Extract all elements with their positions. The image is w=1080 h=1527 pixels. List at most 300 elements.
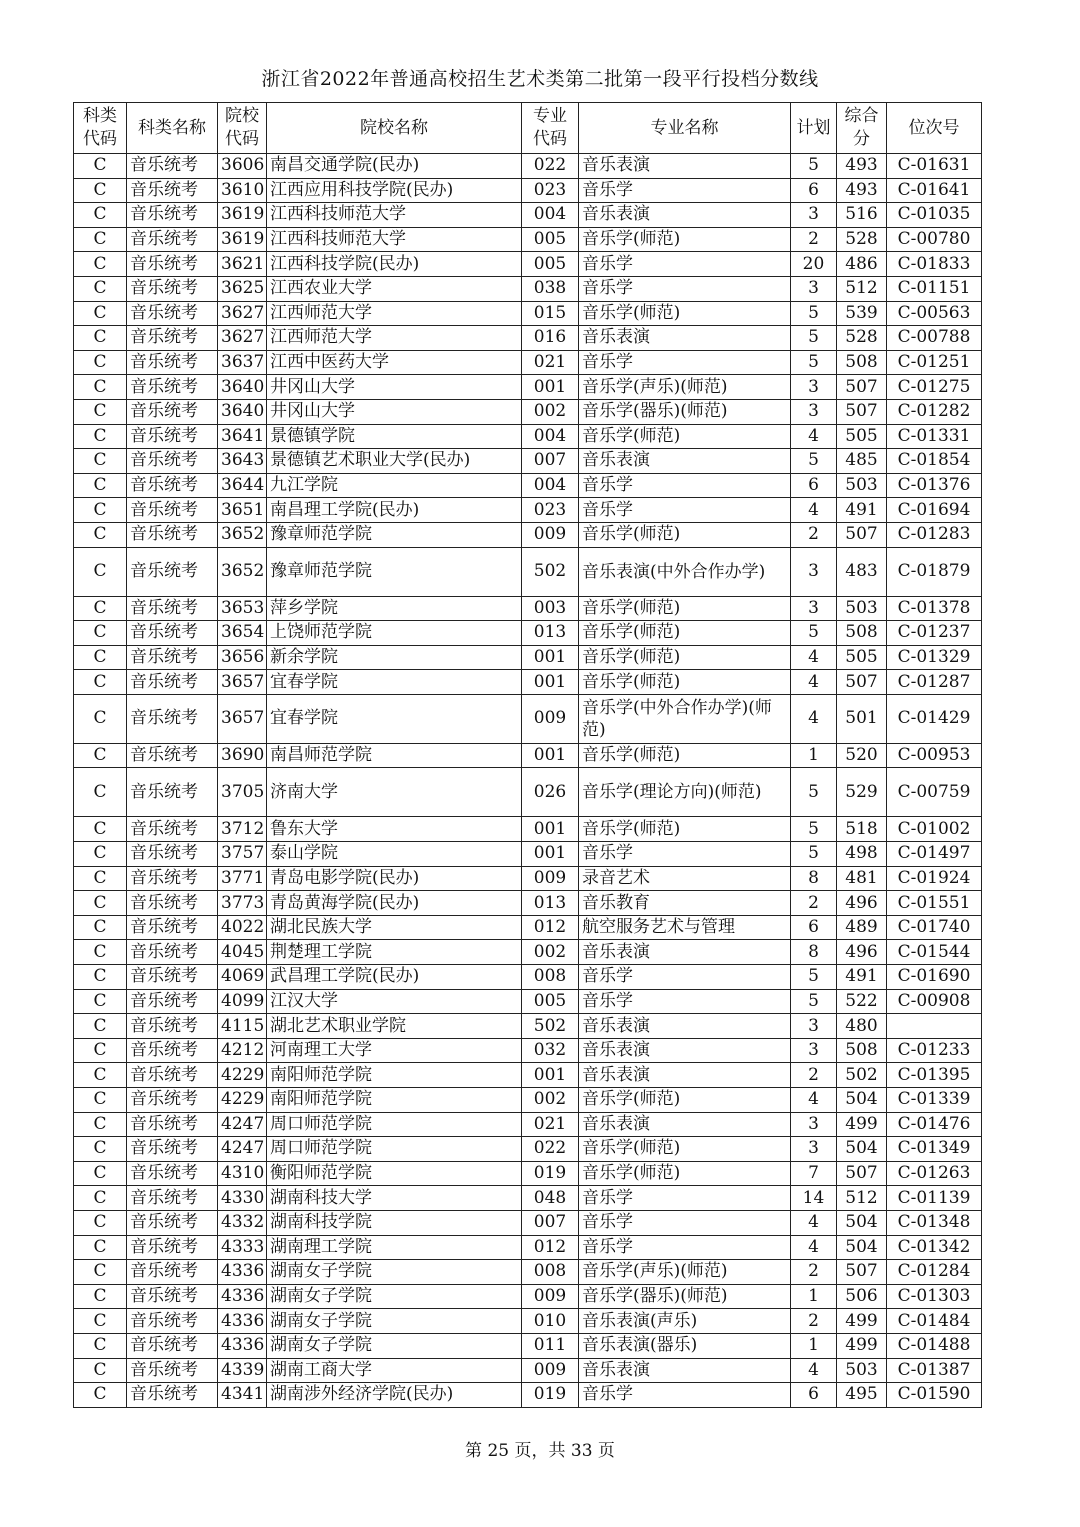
cell-school-name: 新余学院 xyxy=(267,645,522,670)
cell-kl-name: 音乐统考 xyxy=(127,473,218,498)
cell-plan: 5 xyxy=(791,989,837,1014)
cell-plan: 6 xyxy=(791,178,837,203)
cell-major-name: 音乐表演 xyxy=(579,203,791,228)
cell-major-code: 004 xyxy=(522,473,579,498)
cell-kl-code: C xyxy=(74,842,127,867)
cell-major-code: 010 xyxy=(522,1309,579,1334)
cell-school-name: 湖南工商大学 xyxy=(267,1358,522,1383)
cell-kl-code: C xyxy=(74,645,127,670)
cell-kl-name: 音乐统考 xyxy=(127,252,218,277)
cell-kl-code: C xyxy=(74,596,127,621)
table-row xyxy=(74,203,982,228)
cell-score: 512 xyxy=(837,276,887,301)
cell-rank: C-01854 xyxy=(887,449,982,474)
cell-major-code: 001 xyxy=(522,1063,579,1088)
cell-plan: 3 xyxy=(791,1038,837,1063)
cell-major-name: 航空服务艺术与管理 xyxy=(579,915,791,940)
cell-school-code: 3627 xyxy=(218,326,267,351)
cell-kl-code: C xyxy=(74,449,127,474)
cell-major-name: 音乐学 xyxy=(579,1235,791,1260)
cell-plan: 1 xyxy=(791,1284,837,1309)
cell-kl-code: C xyxy=(74,1260,127,1285)
cell-major-code: 005 xyxy=(522,252,579,277)
table-row xyxy=(74,1063,982,1088)
cell-score: 501 xyxy=(837,694,887,743)
cell-major-name: 音乐学(声乐)(师范) xyxy=(579,1260,791,1285)
cell-school-name: 景德镇学院 xyxy=(267,424,522,449)
cell-school-code: 4336 xyxy=(218,1309,267,1334)
score-table xyxy=(73,102,982,1408)
cell-major-code: 016 xyxy=(522,326,579,351)
cell-kl-code: C xyxy=(74,743,127,768)
cell-major-name: 音乐表演 xyxy=(579,154,791,179)
cell-major-code: 013 xyxy=(522,891,579,916)
table-row xyxy=(74,645,982,670)
cell-kl-code: C xyxy=(74,326,127,351)
cell-kl-code: C xyxy=(74,866,127,891)
cell-plan: 5 xyxy=(791,350,837,375)
cell-school-code: 3627 xyxy=(218,301,267,326)
cell-school-code: 4115 xyxy=(218,1014,267,1039)
cell-school-name: 湖南理工学院 xyxy=(267,1235,522,1260)
cell-major-name: 录音艺术 xyxy=(579,866,791,891)
table-row xyxy=(74,1333,982,1358)
cell-school-code: 3757 xyxy=(218,842,267,867)
cell-score: 507 xyxy=(837,522,887,547)
cell-rank: C-01378 xyxy=(887,596,982,621)
table-row xyxy=(74,301,982,326)
cell-kl-code: C xyxy=(74,301,127,326)
header-major-name: 专业名称 xyxy=(579,103,791,154)
cell-kl-code: C xyxy=(74,1235,127,1260)
cell-rank: C-01283 xyxy=(887,522,982,547)
cell-score: 503 xyxy=(837,473,887,498)
header-kl-code: 科类代码 xyxy=(74,103,127,154)
cell-kl-code: C xyxy=(74,154,127,179)
cell-rank: C-01641 xyxy=(887,178,982,203)
cell-school-name: 湖南女子学院 xyxy=(267,1309,522,1334)
cell-major-name: 音乐学(理论方向)(师范) xyxy=(579,768,791,817)
cell-major-name: 音乐学 xyxy=(579,473,791,498)
cell-kl-name: 音乐统考 xyxy=(127,915,218,940)
cell-school-name: 江西应用科技学院(民办) xyxy=(267,178,522,203)
cell-major-code: 001 xyxy=(522,842,579,867)
cell-score: 528 xyxy=(837,227,887,252)
cell-score: 496 xyxy=(837,891,887,916)
cell-school-name: 周口师范学院 xyxy=(267,1137,522,1162)
cell-major-name: 音乐学 xyxy=(579,276,791,301)
cell-score: 507 xyxy=(837,670,887,695)
cell-school-name: 衡阳师范学院 xyxy=(267,1161,522,1186)
cell-kl-name: 音乐统考 xyxy=(127,178,218,203)
cell-school-code: 4336 xyxy=(218,1284,267,1309)
cell-kl-code: C xyxy=(74,1210,127,1235)
cell-major-name: 音乐学 xyxy=(579,498,791,523)
table-row xyxy=(74,1014,982,1039)
cell-rank: C-01497 xyxy=(887,842,982,867)
table-row xyxy=(74,694,982,743)
cell-kl-code: C xyxy=(74,989,127,1014)
cell-kl-code: C xyxy=(74,547,127,596)
cell-kl-code: C xyxy=(74,399,127,424)
cell-kl-name: 音乐统考 xyxy=(127,768,218,817)
cell-school-code: 4333 xyxy=(218,1235,267,1260)
cell-plan: 4 xyxy=(791,1088,837,1113)
cell-plan: 2 xyxy=(791,891,837,916)
cell-rank: C-01924 xyxy=(887,866,982,891)
cell-kl-code: C xyxy=(74,915,127,940)
cell-score: 481 xyxy=(837,866,887,891)
cell-kl-name: 音乐统考 xyxy=(127,1383,218,1408)
cell-plan: 6 xyxy=(791,915,837,940)
cell-school-name: 湖南科技学院 xyxy=(267,1210,522,1235)
table-row xyxy=(74,1309,982,1334)
cell-plan: 4 xyxy=(791,1210,837,1235)
cell-kl-name: 音乐统考 xyxy=(127,965,218,990)
cell-kl-name: 音乐统考 xyxy=(127,1333,218,1358)
table-row xyxy=(74,1260,982,1285)
cell-major-code: 019 xyxy=(522,1383,579,1408)
table-row xyxy=(74,449,982,474)
cell-kl-name: 音乐统考 xyxy=(127,645,218,670)
cell-school-name: 九江学院 xyxy=(267,473,522,498)
table-row xyxy=(74,498,982,523)
cell-plan: 5 xyxy=(791,842,837,867)
cell-kl-name: 音乐统考 xyxy=(127,350,218,375)
cell-plan: 3 xyxy=(791,1112,837,1137)
cell-school-name: 周口师范学院 xyxy=(267,1112,522,1137)
cell-rank: C-01287 xyxy=(887,670,982,695)
cell-major-name: 音乐学 xyxy=(579,842,791,867)
cell-rank: C-01284 xyxy=(887,1260,982,1285)
cell-major-code: 502 xyxy=(522,547,579,596)
cell-school-code: 3657 xyxy=(218,670,267,695)
cell-school-name: 鲁东大学 xyxy=(267,817,522,842)
table-row xyxy=(74,915,982,940)
cell-kl-name: 音乐统考 xyxy=(127,1260,218,1285)
cell-score: 499 xyxy=(837,1309,887,1334)
cell-rank: C-01151 xyxy=(887,276,982,301)
cell-school-name: 井冈山大学 xyxy=(267,375,522,400)
cell-school-name: 江西科技师范大学 xyxy=(267,203,522,228)
cell-major-code: 004 xyxy=(522,424,579,449)
cell-school-code: 3619 xyxy=(218,203,267,228)
cell-rank: C-01342 xyxy=(887,1235,982,1260)
cell-rank: C-01035 xyxy=(887,203,982,228)
cell-major-name: 音乐表演 xyxy=(579,1358,791,1383)
table-row xyxy=(74,1137,982,1162)
cell-school-code: 4229 xyxy=(218,1088,267,1113)
cell-school-code: 4045 xyxy=(218,940,267,965)
cell-major-code: 001 xyxy=(522,817,579,842)
cell-major-code: 008 xyxy=(522,1260,579,1285)
cell-kl-name: 音乐统考 xyxy=(127,891,218,916)
cell-plan: 3 xyxy=(791,547,837,596)
cell-school-name: 济南大学 xyxy=(267,768,522,817)
cell-major-name: 音乐表演 xyxy=(579,326,791,351)
cell-plan: 14 xyxy=(791,1186,837,1211)
cell-kl-code: C xyxy=(74,1112,127,1137)
cell-kl-name: 音乐统考 xyxy=(127,596,218,621)
cell-major-code: 015 xyxy=(522,301,579,326)
cell-school-code: 3610 xyxy=(218,178,267,203)
cell-kl-code: C xyxy=(74,252,127,277)
cell-rank: C-00759 xyxy=(887,768,982,817)
cell-kl-name: 音乐统考 xyxy=(127,1210,218,1235)
cell-rank: C-01488 xyxy=(887,1333,982,1358)
cell-major-name: 音乐学(中外合作办学)(师范) xyxy=(579,694,791,743)
cell-score: 512 xyxy=(837,1186,887,1211)
cell-major-code: 003 xyxy=(522,596,579,621)
cell-school-code: 4336 xyxy=(218,1260,267,1285)
cell-score: 493 xyxy=(837,178,887,203)
cell-rank: C-01879 xyxy=(887,547,982,596)
cell-rank: C-01551 xyxy=(887,891,982,916)
table-row xyxy=(74,1284,982,1309)
cell-plan: 4 xyxy=(791,498,837,523)
cell-school-name: 宜春学院 xyxy=(267,694,522,743)
cell-school-name: 南昌理工学院(民办) xyxy=(267,498,522,523)
cell-plan: 2 xyxy=(791,522,837,547)
cell-plan: 2 xyxy=(791,1309,837,1334)
cell-major-code: 009 xyxy=(522,1284,579,1309)
cell-rank: C-01233 xyxy=(887,1038,982,1063)
cell-school-code: 3606 xyxy=(218,154,267,179)
cell-school-name: 湖北民族大学 xyxy=(267,915,522,940)
cell-plan: 2 xyxy=(791,1260,837,1285)
cell-kl-code: C xyxy=(74,768,127,817)
cell-kl-name: 音乐统考 xyxy=(127,203,218,228)
cell-plan: 4 xyxy=(791,670,837,695)
cell-rank: C-01349 xyxy=(887,1137,982,1162)
cell-kl-name: 音乐统考 xyxy=(127,1112,218,1137)
cell-plan: 1 xyxy=(791,743,837,768)
cell-school-name: 江西科技师范大学 xyxy=(267,227,522,252)
cell-major-code: 012 xyxy=(522,1235,579,1260)
cell-kl-name: 音乐统考 xyxy=(127,498,218,523)
cell-kl-code: C xyxy=(74,621,127,646)
cell-score: 507 xyxy=(837,399,887,424)
header-kl-name: 科类名称 xyxy=(127,103,218,154)
cell-rank: C-01387 xyxy=(887,1358,982,1383)
cell-major-name: 音乐学(师范) xyxy=(579,645,791,670)
cell-kl-name: 音乐统考 xyxy=(127,424,218,449)
cell-rank: C-01544 xyxy=(887,940,982,965)
table-row xyxy=(74,1186,982,1211)
cell-major-name: 音乐学(师范) xyxy=(579,743,791,768)
cell-school-name: 湖北艺术职业学院 xyxy=(267,1014,522,1039)
cell-plan: 3 xyxy=(791,375,837,400)
table-row xyxy=(74,866,982,891)
cell-major-name: 音乐教育 xyxy=(579,891,791,916)
cell-rank: C-01348 xyxy=(887,1210,982,1235)
cell-plan: 5 xyxy=(791,768,837,817)
cell-major-code: 019 xyxy=(522,1161,579,1186)
cell-score: 491 xyxy=(837,965,887,990)
cell-major-name: 音乐学(师范) xyxy=(579,424,791,449)
cell-major-code: 022 xyxy=(522,1137,579,1162)
cell-rank xyxy=(887,1014,982,1039)
cell-rank: C-01740 xyxy=(887,915,982,940)
table-row xyxy=(74,1358,982,1383)
cell-major-name: 音乐表演(声乐) xyxy=(579,1309,791,1334)
table-row xyxy=(74,989,982,1014)
cell-major-name: 音乐学(器乐)(师范) xyxy=(579,1284,791,1309)
table-row xyxy=(74,375,982,400)
cell-major-code: 011 xyxy=(522,1333,579,1358)
cell-major-code: 009 xyxy=(522,1358,579,1383)
cell-school-name: 湖南女子学院 xyxy=(267,1284,522,1309)
cell-score: 504 xyxy=(837,1210,887,1235)
cell-major-code: 001 xyxy=(522,743,579,768)
cell-major-name: 音乐表演(器乐) xyxy=(579,1333,791,1358)
cell-plan: 5 xyxy=(791,449,837,474)
cell-school-name: 泰山学院 xyxy=(267,842,522,867)
cell-major-name: 音乐学(师范) xyxy=(579,1137,791,1162)
cell-major-code: 005 xyxy=(522,227,579,252)
cell-school-name: 湖南涉外经济学院(民办) xyxy=(267,1383,522,1408)
cell-kl-name: 音乐统考 xyxy=(127,621,218,646)
cell-major-name: 音乐学 xyxy=(579,1210,791,1235)
table-row xyxy=(74,1112,982,1137)
cell-kl-code: C xyxy=(74,965,127,990)
cell-kl-code: C xyxy=(74,940,127,965)
cell-score: 505 xyxy=(837,645,887,670)
cell-major-code: 012 xyxy=(522,915,579,940)
page-title: 浙江省2022年普通高校招生艺术类第二批第一段平行投档分数线 xyxy=(261,68,819,90)
cell-rank: C-01476 xyxy=(887,1112,982,1137)
cell-kl-name: 音乐统考 xyxy=(127,154,218,179)
cell-rank: C-01329 xyxy=(887,645,982,670)
cell-rank: C-01833 xyxy=(887,252,982,277)
page-footer: 第 25 页，共 33 页 xyxy=(465,1441,615,1461)
cell-major-code: 002 xyxy=(522,1088,579,1113)
header-score: 综合分 xyxy=(837,103,887,154)
cell-major-name: 音乐学 xyxy=(579,965,791,990)
cell-major-name: 音乐学(器乐)(师范) xyxy=(579,399,791,424)
cell-plan: 3 xyxy=(791,1014,837,1039)
cell-school-name: 荆楚理工学院 xyxy=(267,940,522,965)
table-row xyxy=(74,424,982,449)
cell-kl-code: C xyxy=(74,424,127,449)
cell-rank: C-01002 xyxy=(887,817,982,842)
cell-major-name: 音乐学(师范) xyxy=(579,817,791,842)
cell-kl-name: 音乐统考 xyxy=(127,227,218,252)
cell-kl-name: 音乐统考 xyxy=(127,989,218,1014)
cell-school-code: 4336 xyxy=(218,1333,267,1358)
cell-major-code: 038 xyxy=(522,276,579,301)
table-row xyxy=(74,178,982,203)
cell-score: 504 xyxy=(837,1235,887,1260)
cell-kl-code: C xyxy=(74,498,127,523)
cell-rank: C-01263 xyxy=(887,1161,982,1186)
cell-score: 485 xyxy=(837,449,887,474)
cell-kl-name: 音乐统考 xyxy=(127,1186,218,1211)
cell-kl-name: 音乐统考 xyxy=(127,301,218,326)
cell-rank: C-01694 xyxy=(887,498,982,523)
table-row xyxy=(74,743,982,768)
cell-school-name: 湖南女子学院 xyxy=(267,1260,522,1285)
cell-kl-code: C xyxy=(74,350,127,375)
cell-major-name: 音乐表演 xyxy=(579,1063,791,1088)
table-row xyxy=(74,547,982,596)
cell-major-name: 音乐表演(中外合作办学) xyxy=(579,547,791,596)
cell-kl-name: 音乐统考 xyxy=(127,375,218,400)
cell-kl-code: C xyxy=(74,178,127,203)
cell-school-name: 湖南科技大学 xyxy=(267,1186,522,1211)
table-row xyxy=(74,965,982,990)
cell-major-code: 002 xyxy=(522,399,579,424)
cell-rank: C-01282 xyxy=(887,399,982,424)
table-row xyxy=(74,817,982,842)
cell-kl-code: C xyxy=(74,670,127,695)
cell-school-name: 青岛电影学院(民办) xyxy=(267,866,522,891)
cell-major-name: 音乐学 xyxy=(579,350,791,375)
cell-major-code: 023 xyxy=(522,178,579,203)
cell-school-name: 江西农业大学 xyxy=(267,276,522,301)
header-major-code: 专业代码 xyxy=(522,103,579,154)
cell-score: 486 xyxy=(837,252,887,277)
cell-plan: 5 xyxy=(791,621,837,646)
cell-kl-code: C xyxy=(74,694,127,743)
table-row xyxy=(74,350,982,375)
cell-school-code: 3690 xyxy=(218,743,267,768)
table-row xyxy=(74,399,982,424)
cell-kl-name: 音乐统考 xyxy=(127,1284,218,1309)
cell-major-code: 005 xyxy=(522,989,579,1014)
cell-school-code: 3657 xyxy=(218,694,267,743)
cell-score: 489 xyxy=(837,915,887,940)
cell-kl-name: 音乐统考 xyxy=(127,276,218,301)
cell-major-code: 013 xyxy=(522,621,579,646)
cell-school-code: 3771 xyxy=(218,866,267,891)
cell-school-code: 3651 xyxy=(218,498,267,523)
cell-kl-code: C xyxy=(74,522,127,547)
cell-plan: 5 xyxy=(791,965,837,990)
cell-rank: C-01484 xyxy=(887,1309,982,1334)
cell-kl-name: 音乐统考 xyxy=(127,866,218,891)
cell-school-name: 南阳师范学院 xyxy=(267,1063,522,1088)
cell-score: 505 xyxy=(837,424,887,449)
cell-school-code: 4099 xyxy=(218,989,267,1014)
cell-rank: C-01690 xyxy=(887,965,982,990)
cell-school-name: 南昌师范学院 xyxy=(267,743,522,768)
cell-school-name: 景德镇艺术职业大学(民办) xyxy=(267,449,522,474)
cell-kl-name: 音乐统考 xyxy=(127,522,218,547)
cell-score: 504 xyxy=(837,1088,887,1113)
cell-major-code: 502 xyxy=(522,1014,579,1039)
cell-school-code: 4341 xyxy=(218,1383,267,1408)
cell-major-name: 音乐学(师范) xyxy=(579,522,791,547)
cell-score: 508 xyxy=(837,621,887,646)
cell-school-name: 宜春学院 xyxy=(267,670,522,695)
cell-score: 516 xyxy=(837,203,887,228)
cell-kl-code: C xyxy=(74,817,127,842)
cell-score: 499 xyxy=(837,1333,887,1358)
cell-kl-name: 音乐统考 xyxy=(127,1235,218,1260)
cell-kl-name: 音乐统考 xyxy=(127,1161,218,1186)
cell-score: 503 xyxy=(837,1358,887,1383)
cell-kl-code: C xyxy=(74,1383,127,1408)
cell-plan: 5 xyxy=(791,301,837,326)
cell-score: 502 xyxy=(837,1063,887,1088)
cell-major-code: 022 xyxy=(522,154,579,179)
cell-score: 504 xyxy=(837,1137,887,1162)
cell-school-name: 武昌理工学院(民办) xyxy=(267,965,522,990)
table-row xyxy=(74,227,982,252)
cell-kl-code: C xyxy=(74,1358,127,1383)
table-row xyxy=(74,1038,982,1063)
